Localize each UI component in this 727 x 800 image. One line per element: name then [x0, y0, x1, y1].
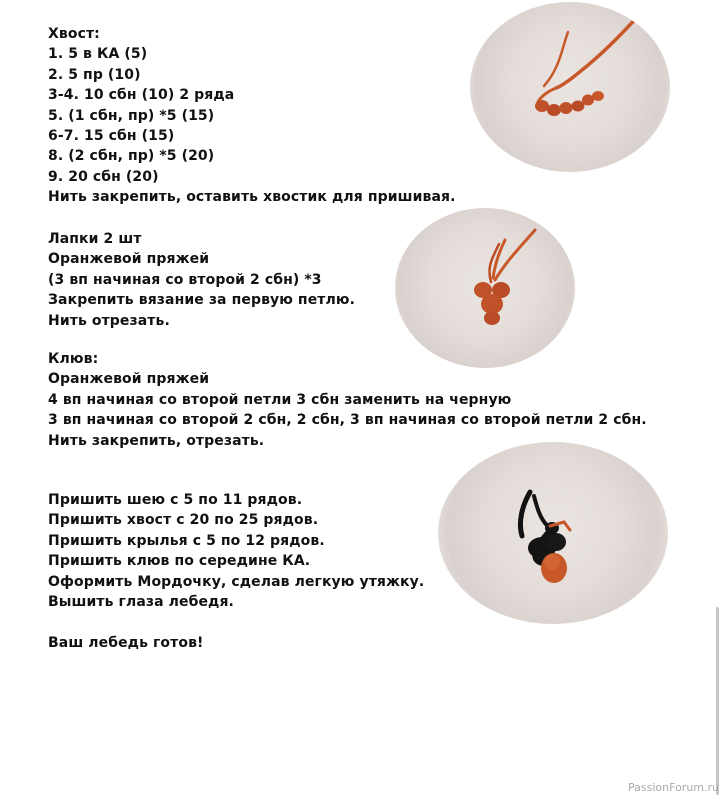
watermark: PassionForum.ru — [628, 781, 719, 794]
tail-section — [48, 24, 456, 208]
assembly-section — [48, 490, 424, 612]
final-note — [48, 633, 204, 653]
assembly-step: Пришить клюв по середине КА. — [48, 553, 311, 570]
paws-step: (3 вп начиная со второй 2 сбн) *3 — [48, 271, 322, 288]
assembly-step: Пришить хвост с 20 по 25 рядов. — [48, 512, 319, 529]
beak-title: Клюв: — [48, 351, 99, 367]
assembly-step: Оформить Мордочку, сделав легкую утяжку. — [48, 573, 425, 590]
assembly-step: Пришить шею с 5 по 11 рядов. — [48, 492, 303, 508]
beak-step: 4 вп начиная со второй петли 3 сбн заменить на черную — [48, 391, 512, 408]
paws-section — [48, 229, 355, 331]
tail-step: 1. 5 в КА (5) — [48, 46, 148, 63]
tail-photo — [470, 2, 670, 172]
paws-photo — [395, 208, 575, 368]
paws-step: Оранжевой пряжей — [48, 251, 210, 268]
scrollbar[interactable] — [716, 607, 719, 795]
tail-step: 6-7. 15 сбн (15) — [48, 128, 175, 145]
tail-step: 8. (2 сбн, пр) *5 (20) — [48, 148, 215, 165]
tail-yarn-image — [470, 2, 670, 172]
paws-title: Лапки 2 шт — [48, 231, 142, 247]
beak-step: 3 вп начиная со второй 2 сбн, 2 сбн, 3 вп начиная со второй петли 2 сбн. — [48, 412, 647, 429]
beak-step: Нить закрепить, отрезать. — [48, 432, 265, 449]
paw-yarn-image — [395, 208, 575, 368]
assembly-step: Пришить крылья с 5 по 12 рядов. — [48, 532, 325, 549]
beak-photo — [438, 442, 668, 624]
beak-yarn-image — [438, 442, 668, 624]
tail-step: Нить закрепить, оставить хвостик для пришивая. — [48, 189, 456, 206]
tail-step: 9. 20 сбн (20) — [48, 168, 159, 185]
tail-step: 2. 5 пр (10) — [48, 66, 141, 83]
final-note-text: Ваш лебедь готов! — [48, 635, 204, 651]
tail-step: 5. (1 сбн, пр) *5 (15) — [48, 107, 215, 124]
paws-step: Закрепить вязание за первую петлю. — [48, 292, 355, 309]
tail-step: 3-4. 10 сбн (10) 2 ряда — [48, 87, 235, 104]
tail-title: Хвост: — [48, 26, 100, 42]
beak-step: Оранжевой пряжей — [48, 371, 210, 388]
assembly-step: Вышить глаза лебедя. — [48, 594, 234, 611]
paws-step: Нить отрезать. — [48, 312, 170, 329]
